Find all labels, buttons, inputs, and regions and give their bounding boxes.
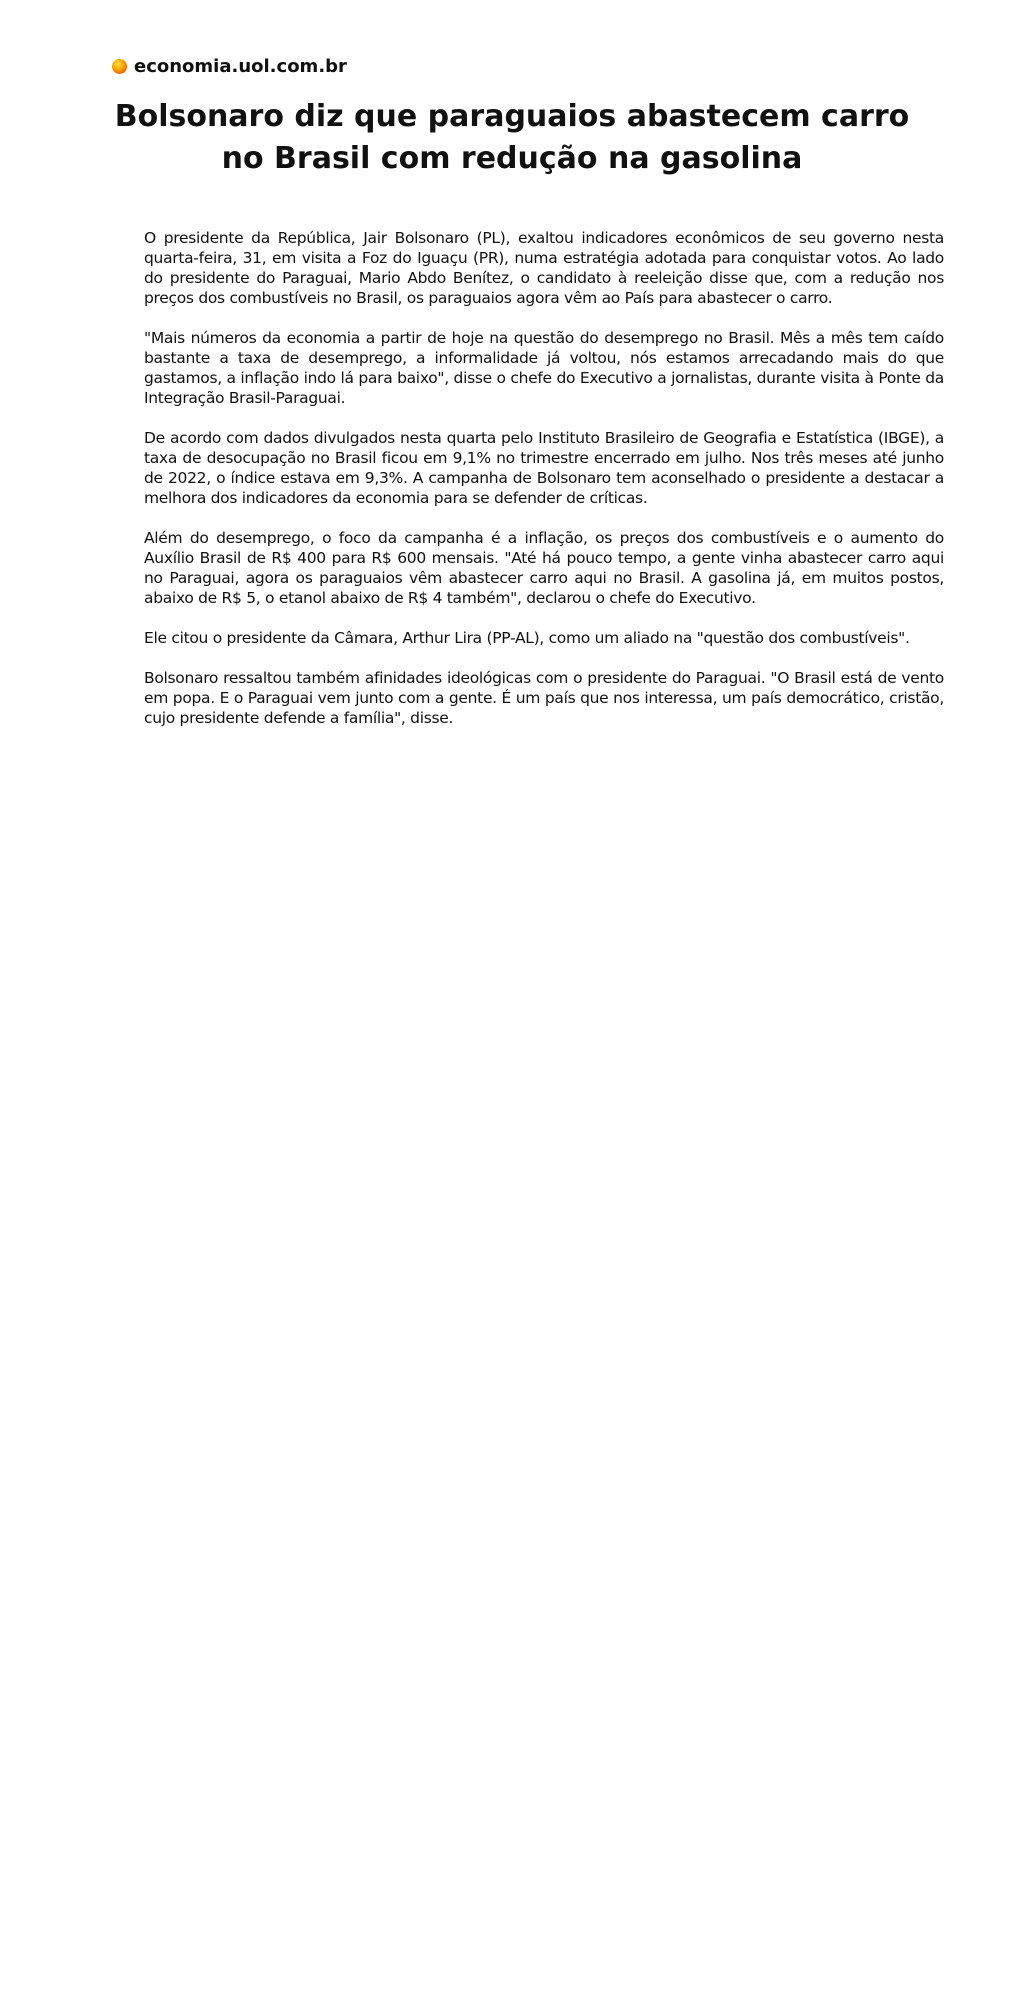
uol-sphere-icon [112,59,127,74]
article-paragraph: "Mais números da economia a partir de hoje na questão do desemprego no Brasil. Mês a mês tem caído bastante a taxa de desemprego, a informalidade já voltou, nós estamos arrecadando mais do que gastamos, a inflação indo lá para baixo", disse o chefe do Executivo a jornalistas, durante visita à Ponte da Integração Brasil-Paraguai. [144,329,944,407]
site-domain[interactable]: economia.uol.com.br [134,55,347,77]
article-body [144,228,944,748]
article-paragraph: Ele citou o presidente da Câmara, Arthur Lira (PP-AL), como um aliado na "questão dos combustíveis". [144,629,910,647]
site-header [112,52,347,80]
article-title: Bolsonaro diz que paraguaios abastecem carro no Brasil com redução na gasolina [114,99,910,176]
article-paragraph: De acordo com dados divulgados nesta quarta pelo Instituto Brasileiro de Geografia e Estatística (IBGE), a taxa de desocupação no Brasil ficou em 9,1% no trimestre encerrado em julho. Nos três meses até junho de 2022, o índice estava em 9,3%. A campanha de Bolsonaro tem aconselhado o presidente a destacar a melhora dos indicadores da economia para se defender de críticas. [144,429,944,507]
article-paragraph: Além do desemprego, o foco da campanha é a inflação, os preços dos combustíveis e o aumento do Auxílio Brasil de R$ 400 para R$ 600 mensais. "Até há pouco tempo, a gente vinha abastecer carro aqui no Paraguai, agora os paraguaios vêm abastecer carro aqui no Brasil. A gasolina já, em muitos postos, abaixo de R$ 5, o etanol abaixo de R$ 4 também", declarou o chefe do Executivo. [144,529,944,607]
article-paragraph: Bolsonaro ressaltou também afinidades ideológicas com o presidente do Paraguai. "O Brasil está de vento em popa. E o Paraguai vem junto com a gente. É um país que nos interessa, um país democrático, cristão, cujo presidente defende a família", disse. [144,669,944,727]
article-paragraph: O presidente da República, Jair Bolsonaro (PL), exaltou indicadores econômicos de seu governo nesta quarta-feira, 31, em visita a Foz do Iguaçu (PR), numa estratégia adotada para conquistar votos. Ao lado do presidente do Paraguai, Mario Abdo Benítez, o candidato à reeleição disse que, com a redução nos preços dos combustíveis no Brasil, os paraguaios agora vêm ao País para abastecer o carro. [144,229,944,307]
